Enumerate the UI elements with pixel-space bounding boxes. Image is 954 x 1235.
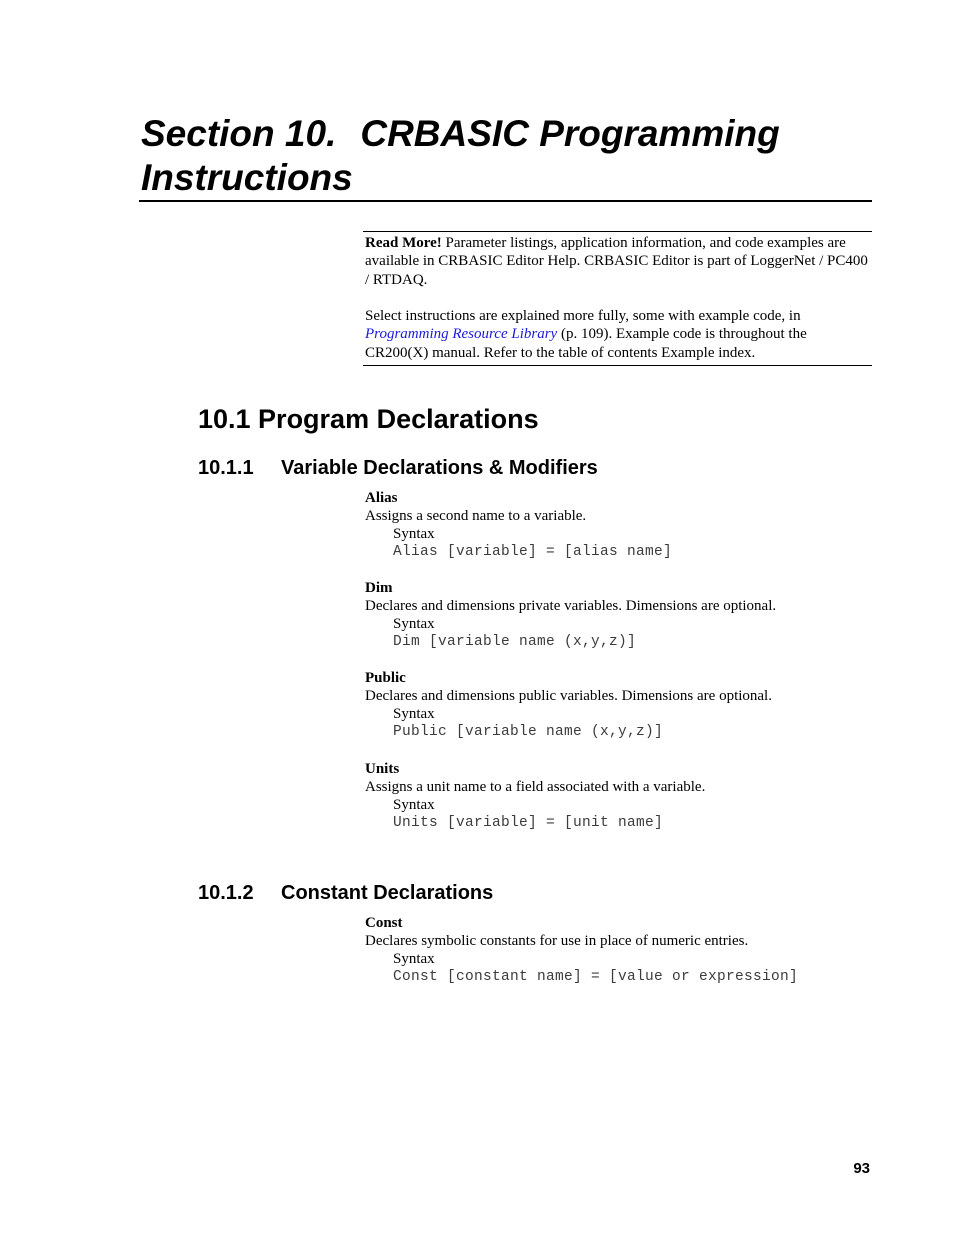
section-title xyxy=(141,112,861,200)
read-more-label: Read More! xyxy=(365,235,442,251)
page-number: 93 xyxy=(853,1160,870,1177)
instruction-name: Units xyxy=(365,761,400,777)
instruction-alias xyxy=(365,489,865,561)
title-rule xyxy=(139,200,872,202)
heading-constant-declarations: 10.1.2 Constant Declarations xyxy=(198,882,494,904)
instruction-name: Alias xyxy=(365,490,398,506)
instruction-name: Dim xyxy=(365,580,393,596)
instruction-description: Assigns a second name to a variable. xyxy=(365,508,587,524)
instruction-description: Declares symbolic constants for use in place of numeric entries. xyxy=(365,933,749,949)
syntax-label: Syntax xyxy=(393,797,435,813)
instruction-public xyxy=(365,669,865,741)
syntax-code: Units [variable] = [unit name] xyxy=(393,815,664,831)
section-number: Section 10. xyxy=(141,113,337,154)
syntax-code: Public [variable name (x,y,z)] xyxy=(393,724,664,740)
syntax-label: Syntax xyxy=(393,706,435,722)
instruction-units xyxy=(365,760,865,832)
programming-resource-library-link[interactable]: Programming Resource Library xyxy=(365,326,558,343)
syntax-code: Dim [variable name (x,y,z)] xyxy=(393,634,637,650)
instruction-name: Const xyxy=(365,915,403,931)
read-more-box xyxy=(363,231,872,366)
syntax-code: Alias [variable] = [alias name] xyxy=(393,544,673,560)
syntax-code: Const [constant name] = [value or expression] xyxy=(393,969,799,985)
heading-program-declarations: 10.1 Program Declarations xyxy=(198,404,539,434)
instruction-name: Public xyxy=(365,670,406,686)
instruction-dim xyxy=(365,579,865,651)
syntax-label: Syntax xyxy=(393,616,435,632)
syntax-label: Syntax xyxy=(393,526,435,542)
section-title-text-line2: Instructions xyxy=(141,157,353,198)
instruction-const xyxy=(365,914,865,986)
instruction-description: Assigns a unit name to a field associated with a variable. xyxy=(365,779,706,795)
read-more-paragraph-1: Read More! Parameter listings, application information, and code examples are available in CRBASIC Editor Help. CRBASIC Editor is part of LoggerNet / PC400 / RTDAQ. xyxy=(365,235,868,288)
instruction-description: Declares and dimensions private variables. Dimensions are optional. xyxy=(365,598,777,614)
read-more-paragraph-2: Select instructions are explained more fully, some with example code, in Programming Resource Library (p. 109). Example code is throughout the CR200(X) manual. Refer to the table of contents Example index. xyxy=(365,308,807,361)
syntax-label: Syntax xyxy=(393,951,435,967)
heading-variable-declarations: 10.1.1 Variable Declarations & Modifiers xyxy=(198,457,598,479)
section-title-text: CRBASIC Programming xyxy=(360,113,780,154)
instruction-description: Declares and dimensions public variables. Dimensions are optional. xyxy=(365,688,772,704)
